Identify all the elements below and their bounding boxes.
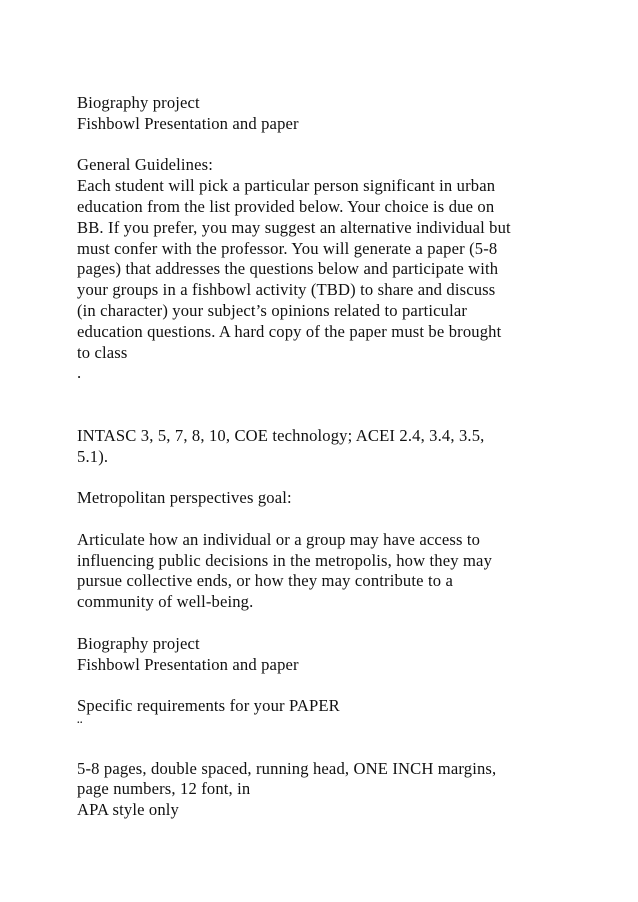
- bullet-marker: ¨: [77, 716, 83, 736]
- guidelines-line: BB. If you prefer, you may suggest an alternative individual but: [77, 217, 511, 237]
- guidelines-line: your groups in a fishbowl activity (TBD) to share and discuss: [77, 280, 496, 300]
- guidelines-line: education from the list provided below. Your choice is due on: [77, 196, 495, 216]
- doc-subtitle-repeat: Fishbowl Presentation and paper: [77, 654, 299, 674]
- spacer: [77, 509, 567, 530]
- guidelines-line: .: [77, 363, 82, 383]
- requirements-line: page numbers, 12 font, in: [77, 779, 251, 799]
- spacer: [77, 613, 567, 634]
- guidelines-line: must confer with the professor. You will generate a paper (5-8: [77, 238, 498, 258]
- spacer: [77, 467, 567, 488]
- spacer: [77, 135, 567, 156]
- requirements-heading: Specific requirements for your PAPER: [77, 696, 340, 716]
- spacer: [77, 675, 567, 696]
- guidelines-line: pages) that addresses the questions below and participate with: [77, 259, 499, 279]
- metro-goal-line: influencing public decisions in the metropolis, how they may: [77, 550, 493, 570]
- metro-goal-heading: Metropolitan perspectives goal:: [77, 488, 292, 508]
- doc-subtitle: Fishbowl Presentation and paper: [77, 113, 299, 133]
- spacer: [77, 738, 567, 759]
- guidelines-line: education questions. A hard copy of the paper must be brought: [77, 321, 502, 341]
- guidelines-heading: General Guidelines:: [77, 155, 214, 175]
- document-body: [77, 93, 567, 821]
- metro-goal-line: Articulate how an individual or a group may have access to: [77, 529, 481, 549]
- guidelines-line: (in character) your subject’s opinions related to particular: [77, 300, 468, 320]
- requirements-line: APA style only: [77, 800, 179, 820]
- doc-title-repeat: Biography project: [77, 633, 200, 653]
- standards-line: INTASC 3, 5, 7, 8, 10, COE technology; ACEI 2.4, 3.4, 3.5,: [77, 425, 485, 445]
- doc-title: Biography project: [77, 93, 200, 112]
- standards-line: 5.1).: [77, 446, 109, 466]
- spacer: [77, 384, 567, 426]
- guidelines-line: to class: [77, 342, 128, 362]
- metro-goal-line: pursue collective ends, or how they may contribute to a: [77, 571, 453, 591]
- requirements-line: 5-8 pages, double spaced, running head, ONE INCH margins,: [77, 758, 497, 778]
- metro-goal-line: community of well-being.: [77, 592, 254, 612]
- guidelines-line: Each student will pick a particular person significant in urban: [77, 176, 496, 196]
